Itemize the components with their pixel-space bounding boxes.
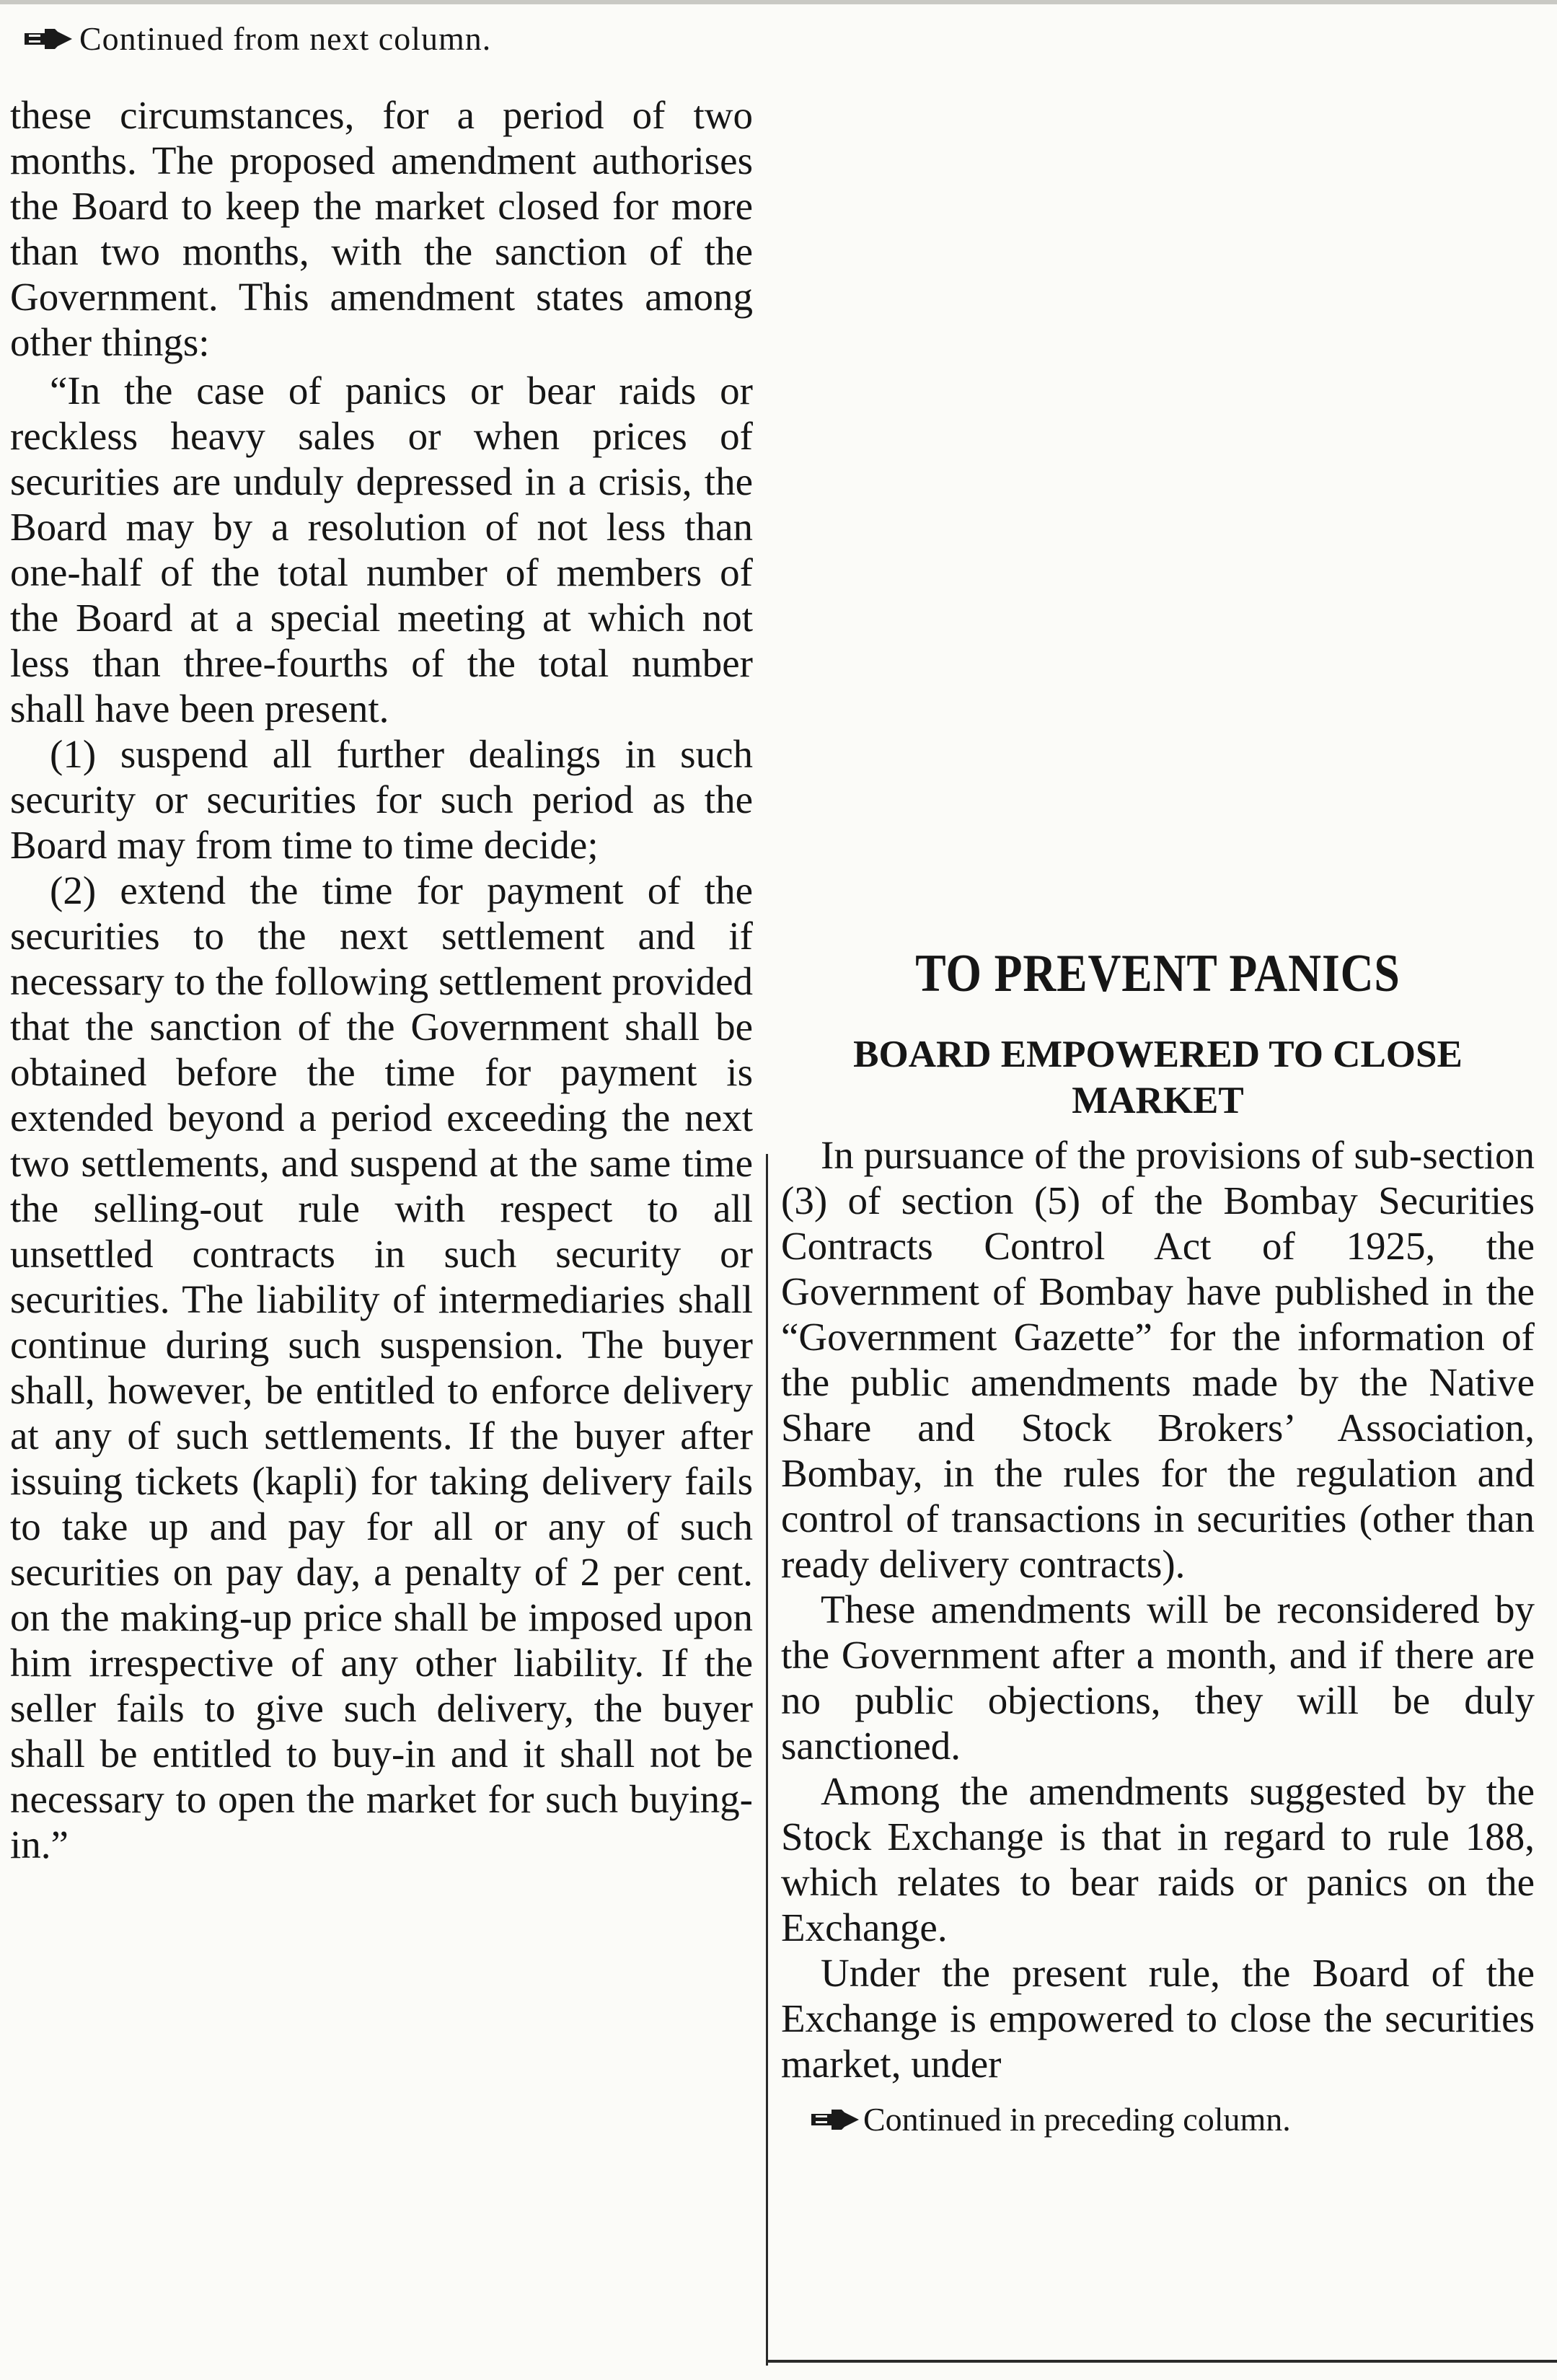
article-paragraph-4: Under the present rule, the Board of the Exchange is empowered to close the securities market, under <box>781 1951 1535 2086</box>
continued-from-text: Continued from next column. <box>79 20 492 57</box>
quoted-amendment: “In the case of panics or bear raids or reckless heavy sales or when prices of securities are unduly depressed in a crisis, the Board may by a resolution of not less than one-half of the total number of members of the Board at a special meeting at which not less than three-fourths of the total number shall have been present. <box>10 369 753 731</box>
article-headline: TO PREVENT PANICS <box>915 944 1401 1003</box>
left-column <box>10 0 753 1867</box>
clause-1: (1) suspend all further dealings in such security or securities for such period as the Board may from time to time decide; <box>10 732 753 867</box>
intro-paragraph: these circumstances, for a period of two months. The proposed amendment authorises the Board to keep the market closed for more than two months, with the sanction of the Government. This amendment states among other things: <box>10 93 753 364</box>
pointing-hand-icon <box>810 2105 860 2134</box>
article-subheadline: BOARD EMPOWERED TO CLOSE MARKET <box>853 1033 1463 1121</box>
article-paragraph-1: In pursuance of the provisions of sub-section (3) of section (5) of the Bombay Securities Contracts Control Act of 1925, the Government of Bombay have published in the “Government Gazette” for the information of the public amendments made by the Native Share and Stock Brokers’ Association, Bombay, in the rules for the regulation and control of transactions in securities (other than ready delivery contracts). <box>781 1133 1535 1586</box>
article-paragraph-3: Among the amendments suggested by the Stock Exchange is that in regard to rule 188, which relates to bear raids or panics on the Exchange. <box>781 1769 1535 1949</box>
article-paragraph-2: These amendments will be reconsidered by the Government after a month, and if there are no public objections, they will be duly sanctioned. <box>781 1587 1535 1768</box>
clause-2: (2) extend the time for payment of the securities to the next settlement and if necessary to the following settlement provided that the sanction of the Government shall be obtained before the time for payment is extended beyond a period exceeding the next two settlements, and suspend at the same time the selling-out rule with respect to all unsettled contracts in such security or securities. The liability of intermediaries shall continue during such suspension. The buyer shall, however, be entitled to enforce delivery at any of such settlements. If the buyer after issuing tickets (kapli) for taking delivery fails to take up and pay for all or any of such securities on pay day, a penalty of 2 per cent. on the making-up price shall be imposed upon him irrespective of any other liability. If the seller fails to give such delivery, the buyer shall be entitled to buy-in and it shall not be necessary to open the market for such buying-in.” <box>10 868 753 1866</box>
article-column <box>781 945 1535 2141</box>
bottom-rule <box>766 2360 1557 2363</box>
continued-in-label <box>781 2098 1535 2141</box>
column-rule <box>766 1154 768 2366</box>
pointing-hand-icon <box>23 25 74 53</box>
continued-in-text: Continued in preceding column. <box>863 2101 1291 2138</box>
continued-from-label <box>10 17 753 61</box>
